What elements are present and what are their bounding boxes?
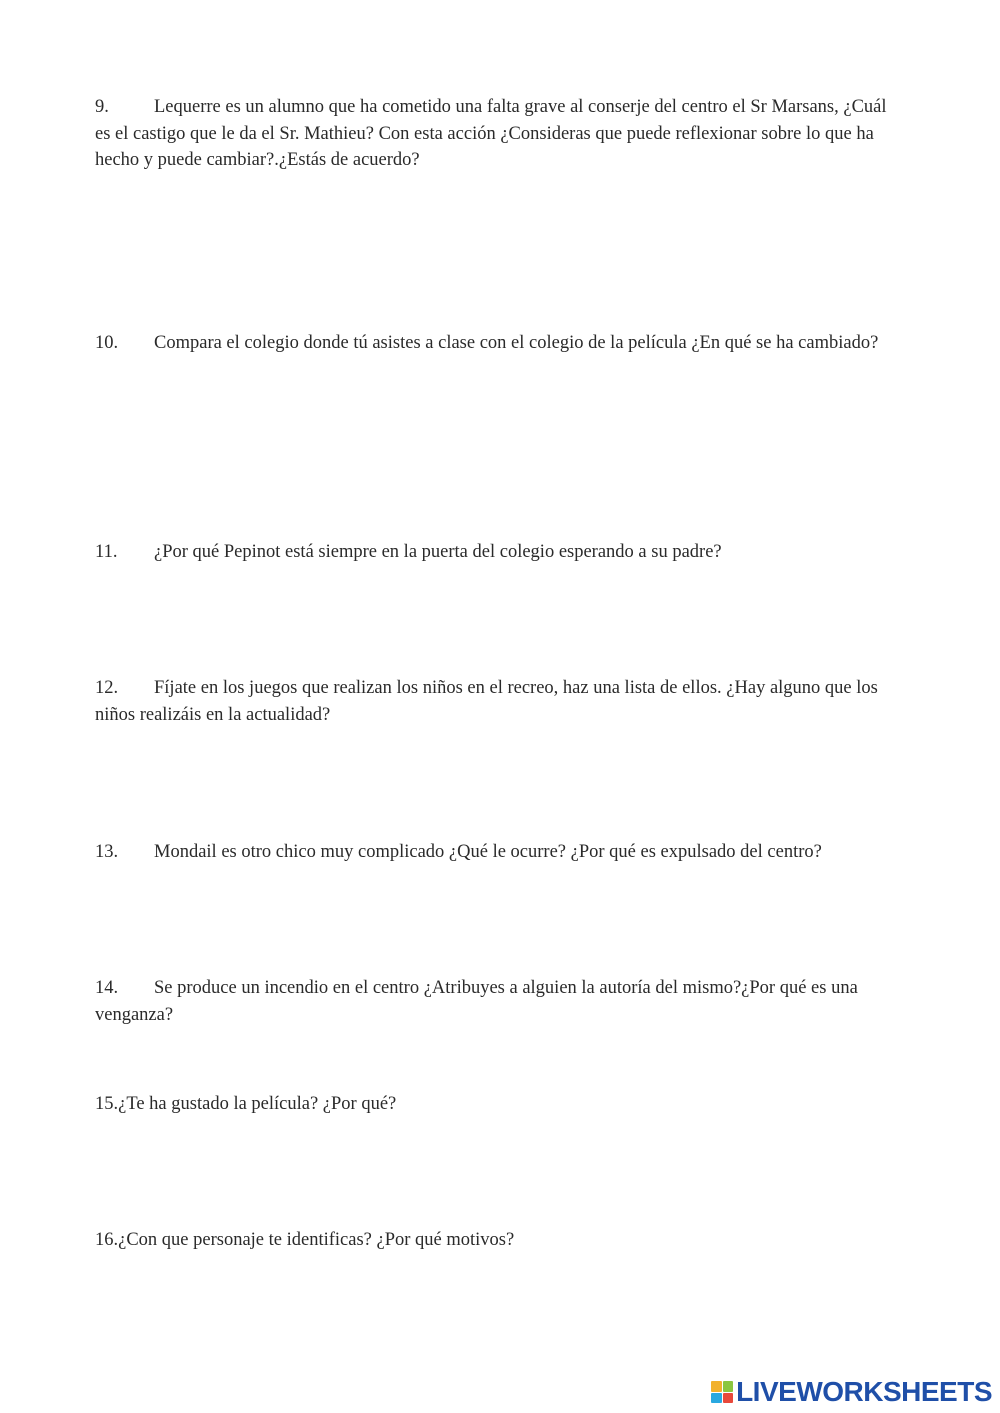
question-14 bbox=[95, 975, 900, 1028]
logo-tile bbox=[711, 1393, 722, 1404]
question-12 bbox=[95, 675, 900, 728]
logo-tile bbox=[711, 1381, 722, 1392]
question-number: 9. bbox=[95, 97, 109, 117]
question-number: 12. bbox=[95, 678, 119, 698]
question-text: Compara el colegio donde tú asistes a clase con el colegio de la película ¿En qué se ha cambiado? bbox=[154, 333, 879, 353]
question-text: ¿Por qué Pepinot está siempre en la puerta del colegio esperando a su padre? bbox=[154, 542, 722, 562]
question-text: Fíjate en los juegos que realizan los niños en el recreo, haz una lista de ellos. ¿Hay alguno que los niños realizáis en la actualidad? bbox=[95, 678, 878, 725]
question-16 bbox=[95, 1227, 900, 1254]
brand-name: LIVEWORKSHEETS bbox=[736, 1376, 992, 1407]
logo-tile bbox=[723, 1381, 734, 1392]
question-text: Lequerre es un alumno que ha cometido una falta grave al conserje del centro el Sr Marsans, ¿Cuál es el castigo que le da el Sr. Mathieu? Con esta acción ¿Consideras que puede reflexionar sobre lo que ha hecho y puede cambiar?.¿Estás de acuerdo? bbox=[95, 97, 887, 170]
logo-tile bbox=[723, 1393, 734, 1404]
question-number: 11. bbox=[95, 542, 118, 562]
question-number: 16. bbox=[95, 1230, 119, 1250]
question-15 bbox=[95, 1091, 900, 1118]
question-13 bbox=[95, 839, 900, 866]
question-text: ¿Te ha gustado la película? ¿Por qué? bbox=[118, 1094, 397, 1114]
question-9 bbox=[95, 94, 900, 174]
question-10 bbox=[95, 330, 900, 357]
question-number: 13. bbox=[95, 842, 119, 862]
question-text: Se produce un incendio en el centro ¿Atribuyes a alguien la autoría del mismo?¿Por qué es una venganza? bbox=[95, 978, 858, 1025]
liveworksheets-brand bbox=[711, 1375, 992, 1409]
question-text: Mondail es otro chico muy complicado ¿Qué le ocurre? ¿Por qué es expulsado del centro? bbox=[154, 842, 822, 862]
liveworksheets-logo-icon bbox=[711, 1381, 733, 1403]
question-text: ¿Con que personaje te identificas? ¿Por qué motivos? bbox=[118, 1230, 515, 1250]
question-11 bbox=[95, 539, 900, 566]
question-number: 14. bbox=[95, 978, 119, 998]
question-number: 10. bbox=[95, 333, 119, 353]
question-number: 15. bbox=[95, 1094, 119, 1114]
